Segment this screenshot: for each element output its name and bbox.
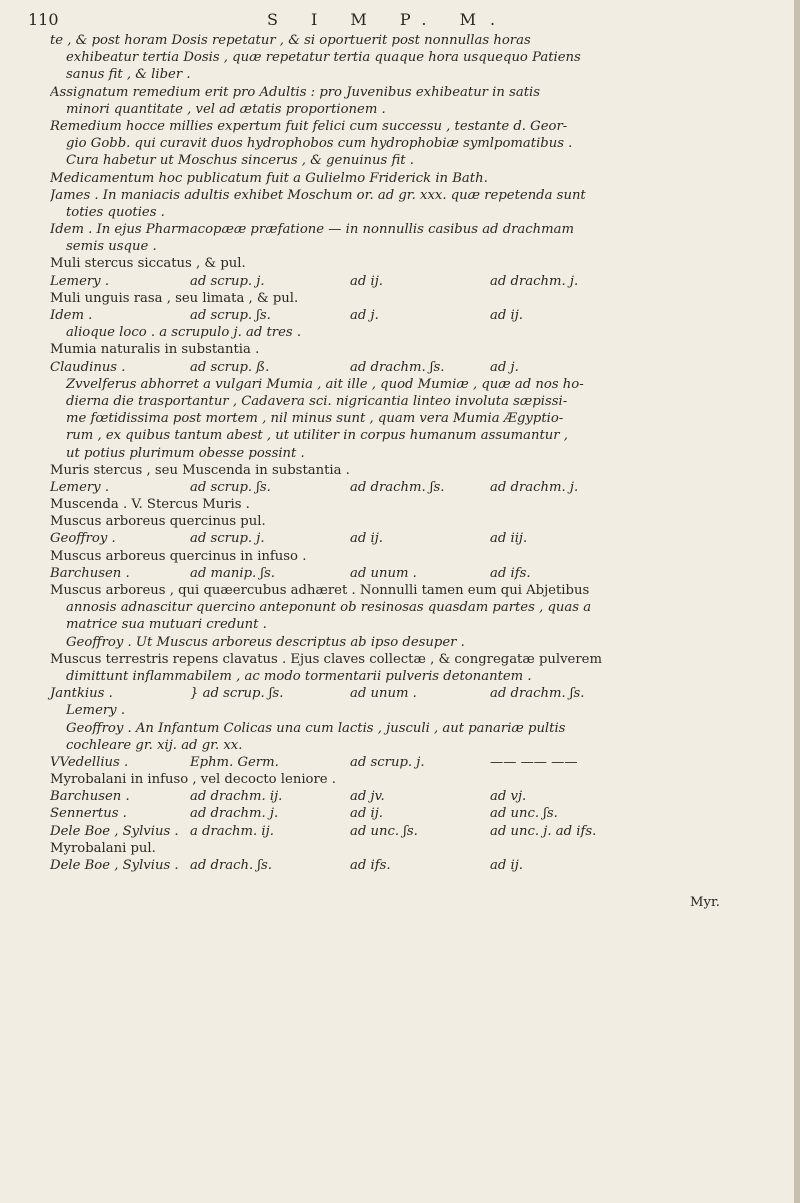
text-line: ut potius plurimum obesse possint .: [66, 445, 305, 461]
text-line: Assignatum remedium erit pro Adultis : pro Juvenibus exhibeatur in satis: [50, 84, 540, 100]
dosage-cell: ad unc. ʃs.: [490, 806, 558, 822]
text-line: Zvvelferus abhorret a vulgari Mumia , ait ille , quod Mumiæ , quæ ad nos ho-: [66, 376, 584, 392]
text-line: Cura habetur ut Moschus sincerus , & genuinus fit .: [66, 153, 414, 169]
dosage-cell: ad unc. ʃs.: [350, 823, 418, 839]
text-line: minori quantitate , vel ad ætatis proportionem .: [66, 101, 386, 117]
dosage-cell: ad drachm. j.: [490, 273, 579, 289]
catchword: Myr.: [690, 895, 720, 911]
text-line: Geoffroy . An Infantum Colicas una cum lactis , jusculi , aut panariæ pultis: [66, 720, 566, 736]
text-line: Muli unguis rasa , seu limata , & pul.: [50, 290, 299, 306]
text-line: Muscus arboreus quercinus in infuso .: [50, 548, 307, 564]
dosage-row: [50, 307, 770, 324]
dosage-cell: Lemery .: [50, 273, 110, 289]
text-line: cochleare gr. xij. ad gr. xx.: [66, 737, 243, 753]
page-header: [28, 10, 748, 32]
dosage-cell: ad drachm. ʃs.: [350, 479, 445, 495]
text-line: Muris stercus , seu Muscenda in substantia .: [50, 462, 350, 478]
dosage-cell: ad scrup. ʃs.: [190, 308, 271, 323]
dosage-cell: Jantkius .: [50, 686, 113, 702]
dosage-row: [50, 359, 770, 376]
dosage-cell: ad iij.: [490, 531, 528, 547]
text-line: Lemery .: [66, 703, 126, 719]
text-line: matrice sua mutuari credunt .: [66, 617, 267, 633]
text-line: rum , ex quibus tantum abest , ut utiliter in corpus humanum assumantur ,: [66, 428, 568, 444]
dosage-cell: ad jv.: [350, 789, 385, 805]
page-number: 110: [28, 10, 59, 29]
text-line: Myrobalani in infuso , vel decocto leniore .: [50, 772, 336, 788]
dosage-cell: ad unc. j. ad ifs.: [490, 823, 597, 839]
dosage-cell: Lemery .: [50, 479, 110, 495]
text-line: gio Gobb. qui curavit duos hydrophobos cum hydrophobiæ symlpomatibus .: [66, 136, 573, 152]
dosage-cell: ad drachm. j.: [190, 806, 279, 822]
dosage-row: [50, 788, 770, 805]
page-body: [50, 32, 770, 911]
dosage-row: [50, 754, 770, 771]
dosage-cell: ad j.: [350, 308, 379, 323]
text-line: Remedium hocce millies expertum fuit felici cum successu , testante d. Geor-: [50, 118, 568, 134]
dosage-cell: ad unum .: [350, 565, 417, 581]
dosage-row: [50, 479, 770, 496]
text-line: dierna die trasportantur , Cadavera sci. nigricantia linteo involuta sæpissi-: [66, 393, 568, 409]
dosage-row: [50, 805, 770, 822]
dosage-cell: ad drachm. ʃs.: [350, 359, 445, 375]
dosage-cell: ad j.: [490, 359, 519, 375]
dosage-cell: a drachm. ij.: [190, 823, 274, 839]
dosage-row: [50, 823, 770, 840]
dosage-cell: —— —— ——: [490, 754, 578, 770]
dosage-cell: ad scrup. j.: [190, 531, 265, 547]
dosage-row: [50, 857, 770, 874]
text-line: sanus fit , & liber .: [66, 67, 191, 83]
dosage-cell: ad vj.: [490, 789, 527, 805]
text-line: te , & post horam Dosis repetatur , & si oportuerit post nonnullas horas: [50, 33, 531, 48]
text-line: Muscenda . V. Stercus Muris .: [50, 497, 250, 513]
dosage-cell: ad ifs.: [350, 858, 391, 873]
dosage-cell: ad ij.: [350, 806, 383, 822]
dosage-cell: Idem .: [50, 308, 93, 323]
dosage-cell: ad unum .: [350, 686, 417, 702]
dosage-cell: ad ij.: [490, 858, 523, 873]
dosage-cell: ad ij.: [350, 273, 383, 289]
dosage-cell: ad scrup. ʃs.: [190, 479, 271, 495]
dosage-cell: Ephm. Germ.: [190, 754, 279, 770]
dosage-cell: ad drachm. j.: [490, 479, 579, 495]
text-line: Medicamentum hoc publicatum fuit a Gulielmo Friderick in Bath.: [50, 170, 488, 186]
dosage-row: [50, 273, 770, 290]
text-line: Muli stercus siccatus , & pul.: [50, 256, 246, 272]
dosage-row: [50, 685, 770, 702]
text-line: Myrobalani pul.: [50, 840, 156, 856]
text-line: alioque loco . a scrupulo j. ad tres .: [66, 325, 302, 341]
page-edge: [794, 0, 800, 1203]
text-line: Muscus arboreus quercinus pul.: [50, 514, 266, 530]
text-line: exhibeatur tertia Dosis , quæ repetatur tertia quaque hora usquequo Patiens: [66, 50, 581, 66]
text-line: Muscus terrestris repens clavatus . Ejus claves collectæ , & congregatæ pulverem: [50, 651, 602, 667]
dosage-entries: [50, 255, 770, 874]
dosage-cell: ad ifs.: [490, 565, 531, 581]
text-line: dimittunt inflammabilem , ac modo tormentarii pulveris detonantem .: [66, 668, 532, 684]
dosage-cell: Claudinus .: [50, 359, 126, 375]
dosage-cell: ad drachm. ʃs.: [490, 686, 585, 702]
text-line: James . In maniacis adultis exhibet Moschum or. ad gr. xxx. quæ repetenda sunt: [50, 187, 586, 203]
dosage-cell: Barchusen .: [50, 789, 130, 805]
text-line: Muscus arboreus , qui quæercubus adhæret . Nonnulli tamen eum qui Abjetibus: [50, 583, 590, 598]
dosage-cell: } ad scrup. ʃs.: [190, 686, 284, 702]
dosage-cell: ad drach. ʃs.: [190, 858, 272, 873]
dosage-cell: Sennertus .: [50, 806, 127, 822]
text-line: toties quoties .: [66, 204, 165, 220]
dosage-row: [50, 565, 770, 582]
dosage-cell: ad scrup. j.: [190, 273, 265, 289]
dosage-cell: ad scrup. ß.: [190, 359, 270, 375]
text-line: annosis adnascitur quercino anteponunt ob resinosas quasdam partes , quas a: [66, 600, 592, 616]
text-line: Mumia naturalis in substantia .: [50, 342, 260, 358]
dosage-row: [50, 530, 770, 547]
dosage-cell: ad drachm. ij.: [190, 789, 283, 805]
dosage-cell: ad ij.: [490, 308, 523, 323]
dosage-cell: ad manip. ʃs.: [190, 565, 275, 581]
dosage-cell: ad ij.: [350, 531, 383, 547]
text-line: semis usque .: [66, 239, 157, 255]
dosage-cell: Barchusen .: [50, 565, 130, 581]
text-line: Idem . In ejus Pharmacopææ præfatione — in nonnullis casibus ad drachmam: [50, 222, 575, 238]
text-line: Geoffroy . Ut Muscus arboreus descriptus ab ipso desuper .: [66, 634, 465, 650]
dosage-cell: Dele Boe , Sylvius .: [50, 823, 179, 839]
dosage-cell: VVedellius .: [50, 754, 129, 770]
text-line: me fœtidissima post mortem , nil minus sunt , quam vera Mumia Ægyptio-: [66, 411, 564, 427]
dosage-cell: Dele Boe , Sylvius .: [50, 858, 179, 873]
dosage-cell: ad scrup. j.: [350, 754, 425, 770]
dosage-cell: Geoffroy .: [50, 531, 116, 547]
running-head: S I M P. M.: [266, 10, 510, 29]
